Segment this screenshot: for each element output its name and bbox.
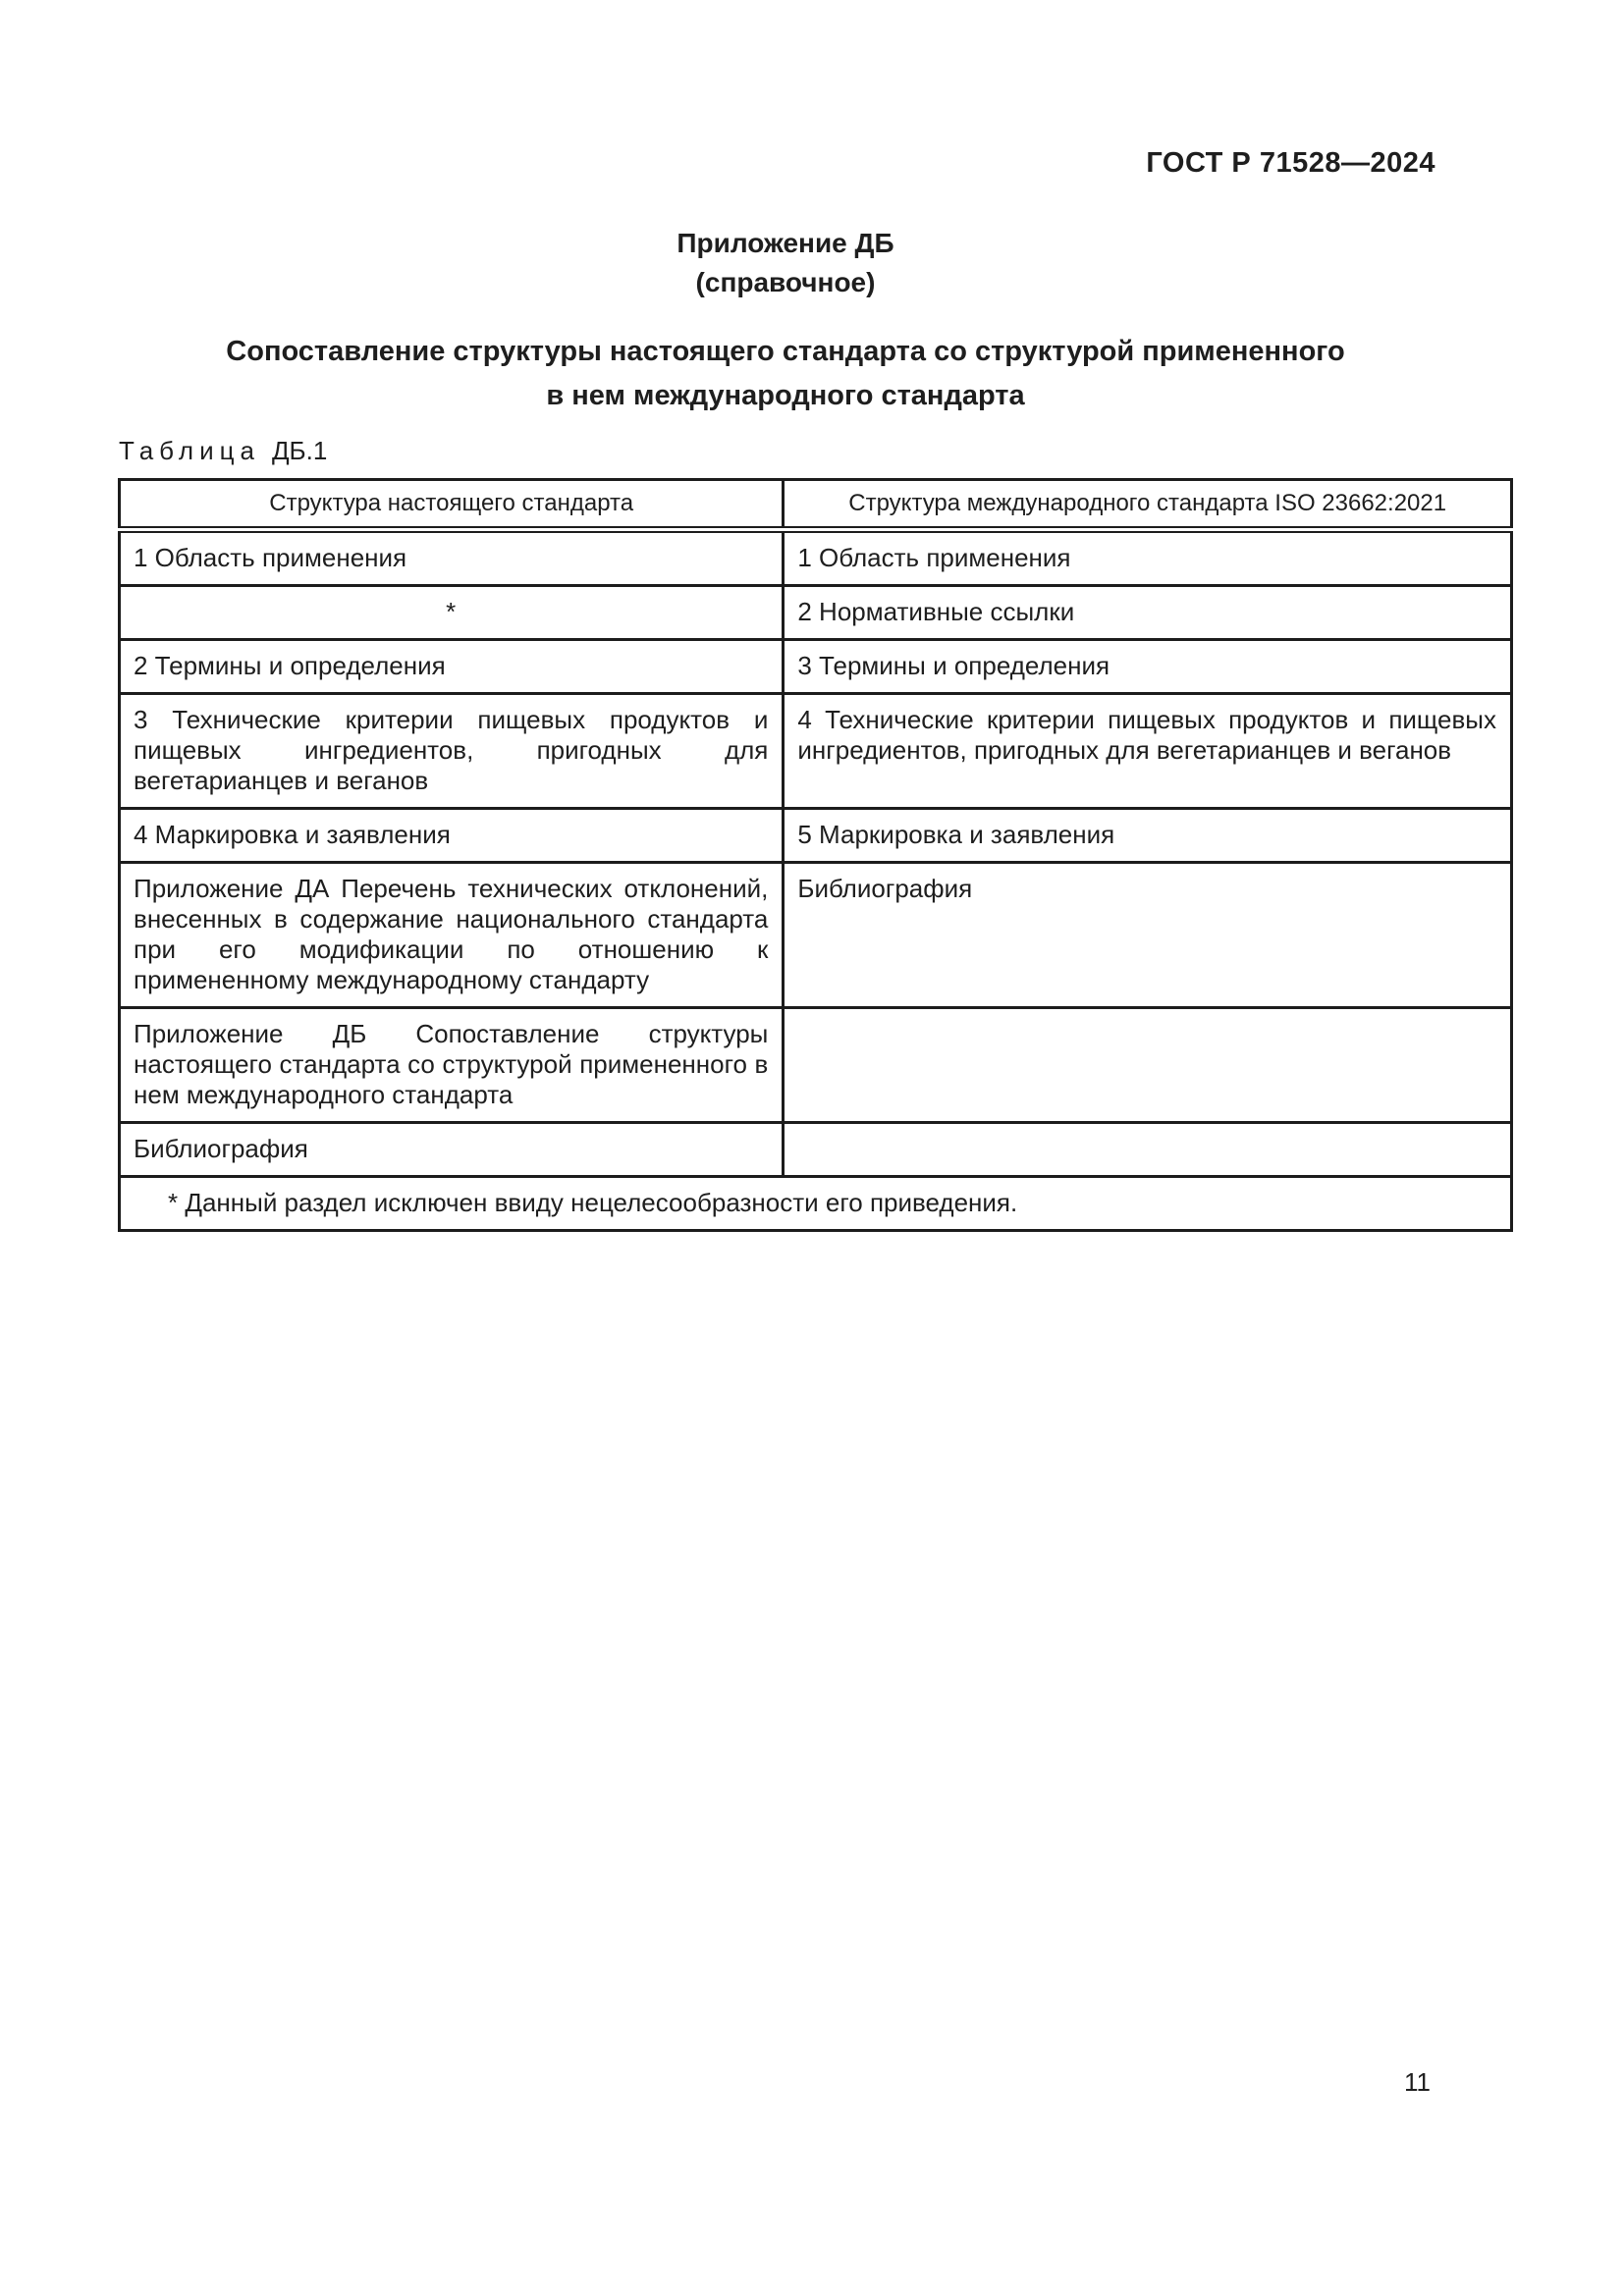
table-header-row bbox=[120, 480, 1512, 530]
table-cell-left: Приложение ДА Перечень технических отклонений, внесенных в содержание национального стандарта при его модификации по отношению к примененному международному стандарту bbox=[120, 863, 784, 1008]
table-row bbox=[120, 640, 1512, 694]
table-caption-number: ДБ.1 bbox=[271, 436, 328, 465]
table-cell-left: 4 Маркировка и заявления bbox=[120, 809, 784, 863]
table-cell-right bbox=[784, 1008, 1512, 1123]
table-row bbox=[120, 863, 1512, 1008]
table-cell-left: Приложение ДБ Сопоставление структуры настоящего стандарта со структурой примененного в нем международного стандарта bbox=[120, 1008, 784, 1123]
table-caption bbox=[119, 436, 327, 466]
col-header-international: Структура международного стандарта ISO 23662:2021 bbox=[784, 480, 1512, 530]
table-caption-word: Таблица bbox=[119, 436, 260, 465]
appendix-type: (справочное) bbox=[695, 267, 876, 297]
appendix-heading bbox=[118, 224, 1453, 302]
comparison-table bbox=[118, 478, 1513, 1232]
table-footnote-row bbox=[120, 1177, 1512, 1231]
page-number: 11 bbox=[1404, 2067, 1431, 2097]
table-footnote: * Данный раздел исключен ввиду нецелесообразности его приведения. bbox=[120, 1177, 1512, 1231]
table-row bbox=[120, 809, 1512, 863]
table-cell-left: 2 Термины и определения bbox=[120, 640, 784, 694]
table-cell-right: 3 Термины и определения bbox=[784, 640, 1512, 694]
table-cell-left-asterisk: * bbox=[120, 586, 784, 640]
table-cell-left: Библиография bbox=[120, 1123, 784, 1177]
table-row bbox=[120, 586, 1512, 640]
table-row bbox=[120, 530, 1512, 586]
table-cell-right: 5 Маркировка и заявления bbox=[784, 809, 1512, 863]
table-cell-right: Библиография bbox=[784, 863, 1512, 1008]
col-header-national: Структура настоящего стандарта bbox=[120, 480, 784, 530]
table-cell-left: 3 Технические критерии пищевых продуктов и пищевых ингредиентов, пригодных для вегетарианцев и веганов bbox=[120, 694, 784, 809]
table-cell-right: 1 Область применения bbox=[784, 530, 1512, 586]
table-cell-left: 1 Область применения bbox=[120, 530, 784, 586]
table-row bbox=[120, 1008, 1512, 1123]
section-title-line2: в нем международного стандарта bbox=[546, 380, 1025, 411]
table-row bbox=[120, 694, 1512, 809]
appendix-name: Приложение ДБ bbox=[677, 228, 894, 258]
section-title bbox=[118, 330, 1453, 418]
section-title-line1: Сопоставление структуры настоящего стандарта со структурой примененного bbox=[226, 336, 1345, 367]
doc-number: ГОСТ Р 71528—2024 bbox=[1146, 147, 1435, 179]
table-cell-right: 2 Нормативные ссылки bbox=[784, 586, 1512, 640]
table-cell-right bbox=[784, 1123, 1512, 1177]
table-row bbox=[120, 1123, 1512, 1177]
table-cell-right: 4 Технические критерии пищевых продуктов и пищевых ингредиентов, пригодных для вегетарианцев и веганов bbox=[784, 694, 1512, 809]
